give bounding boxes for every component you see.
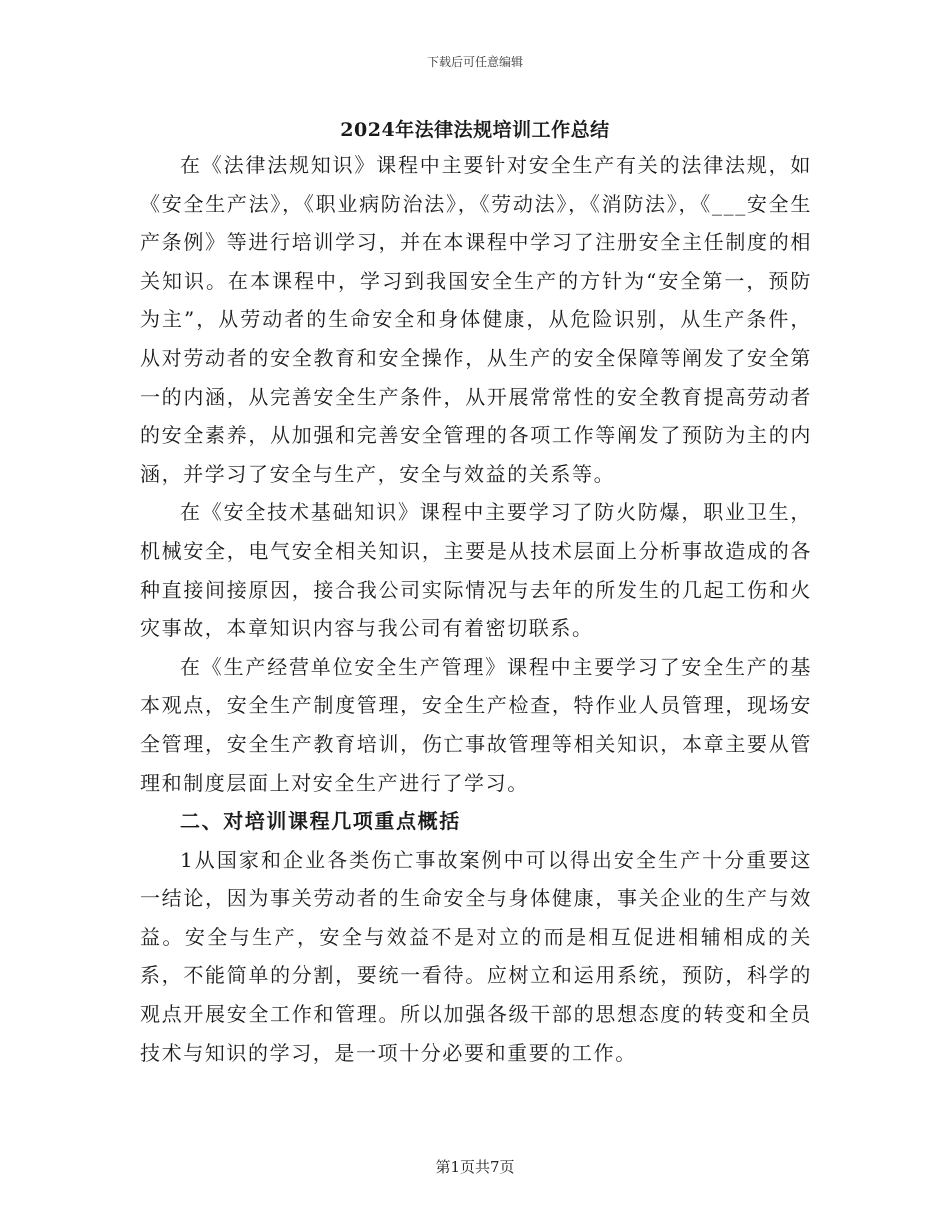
paragraph-key-point-1: 1从国家和企业各类伤亡事故案例中可以得出安全生产十分重要这一结论，因为事关劳动者的生命安全与身体健康，事关企业的生产与效益。安全与生产，安全与效益不是对立的而是相互促进相辅相成的关系，不能简单的分割，要统一看待。应树立和运用系统，预防，科学的观点开展安全工作和管理。所以加强各级干部的思想态度的转变和全员技术与知识的学习，是一项十分必要和重要的工作。 bbox=[140, 847, 812, 1065]
document-title: 2024年法律法规培训工作总结 bbox=[340, 119, 610, 141]
paragraph-laws-course: 在《法律法规知识》课程中主要针对安全生产有关的法律法规，如《安全生产法》，《职业病防治法》，《劳动法》，《消防法》，《___安全生产条例》等进行培训学习，并在本课程中学习了注册安全主任制度的相关知识。在本课程中，学习到我国安全生产的方针为“安全第一，预防为主”，从劳动者的生命安全和身体健康，从危险识别，从生产条件，从对劳动者的安全教育和安全操作，从生产的安全保障等阐发了安全第一的内涵，从完善安全生产条件，从开展常常性的安全教育提高劳动者的安全素养，从加强和完善安全管理的各项工作等阐发了预防为主的内涵，并学习了安全与生产，安全与效益的关系等。 bbox=[140, 153, 812, 486]
header-note: 下载后可任意编辑 bbox=[426, 55, 523, 69]
section-heading: 二、对培训课程几项重点概括 bbox=[180, 809, 461, 834]
paragraph-safety-tech-course: 在《安全技术基础知识》课程中主要学习了防火防爆，职业卫生，机械安全，电气安全相关知识，主要是从技术层面上分析事故造成的各种直接间接原因，接合我公司实际情况与去年的所发生的几起工伤和火灾事故，本章知识内容与我公司有着密切联系。 bbox=[140, 500, 812, 641]
document-body bbox=[140, 146, 812, 1072]
paragraph-management-course: 在《生产经营单位安全生产管理》课程中主要学习了安全生产的基本观点，安全生产制度管理，安全生产检查，特作业人员管理，现场安全管理，安全生产教育培训，伤亡事故管理等相关知识，本章主要从管理和制度层面上对安全生产进行了学习。 bbox=[140, 654, 812, 795]
page-number: 第1页共7页 bbox=[435, 1158, 515, 1176]
